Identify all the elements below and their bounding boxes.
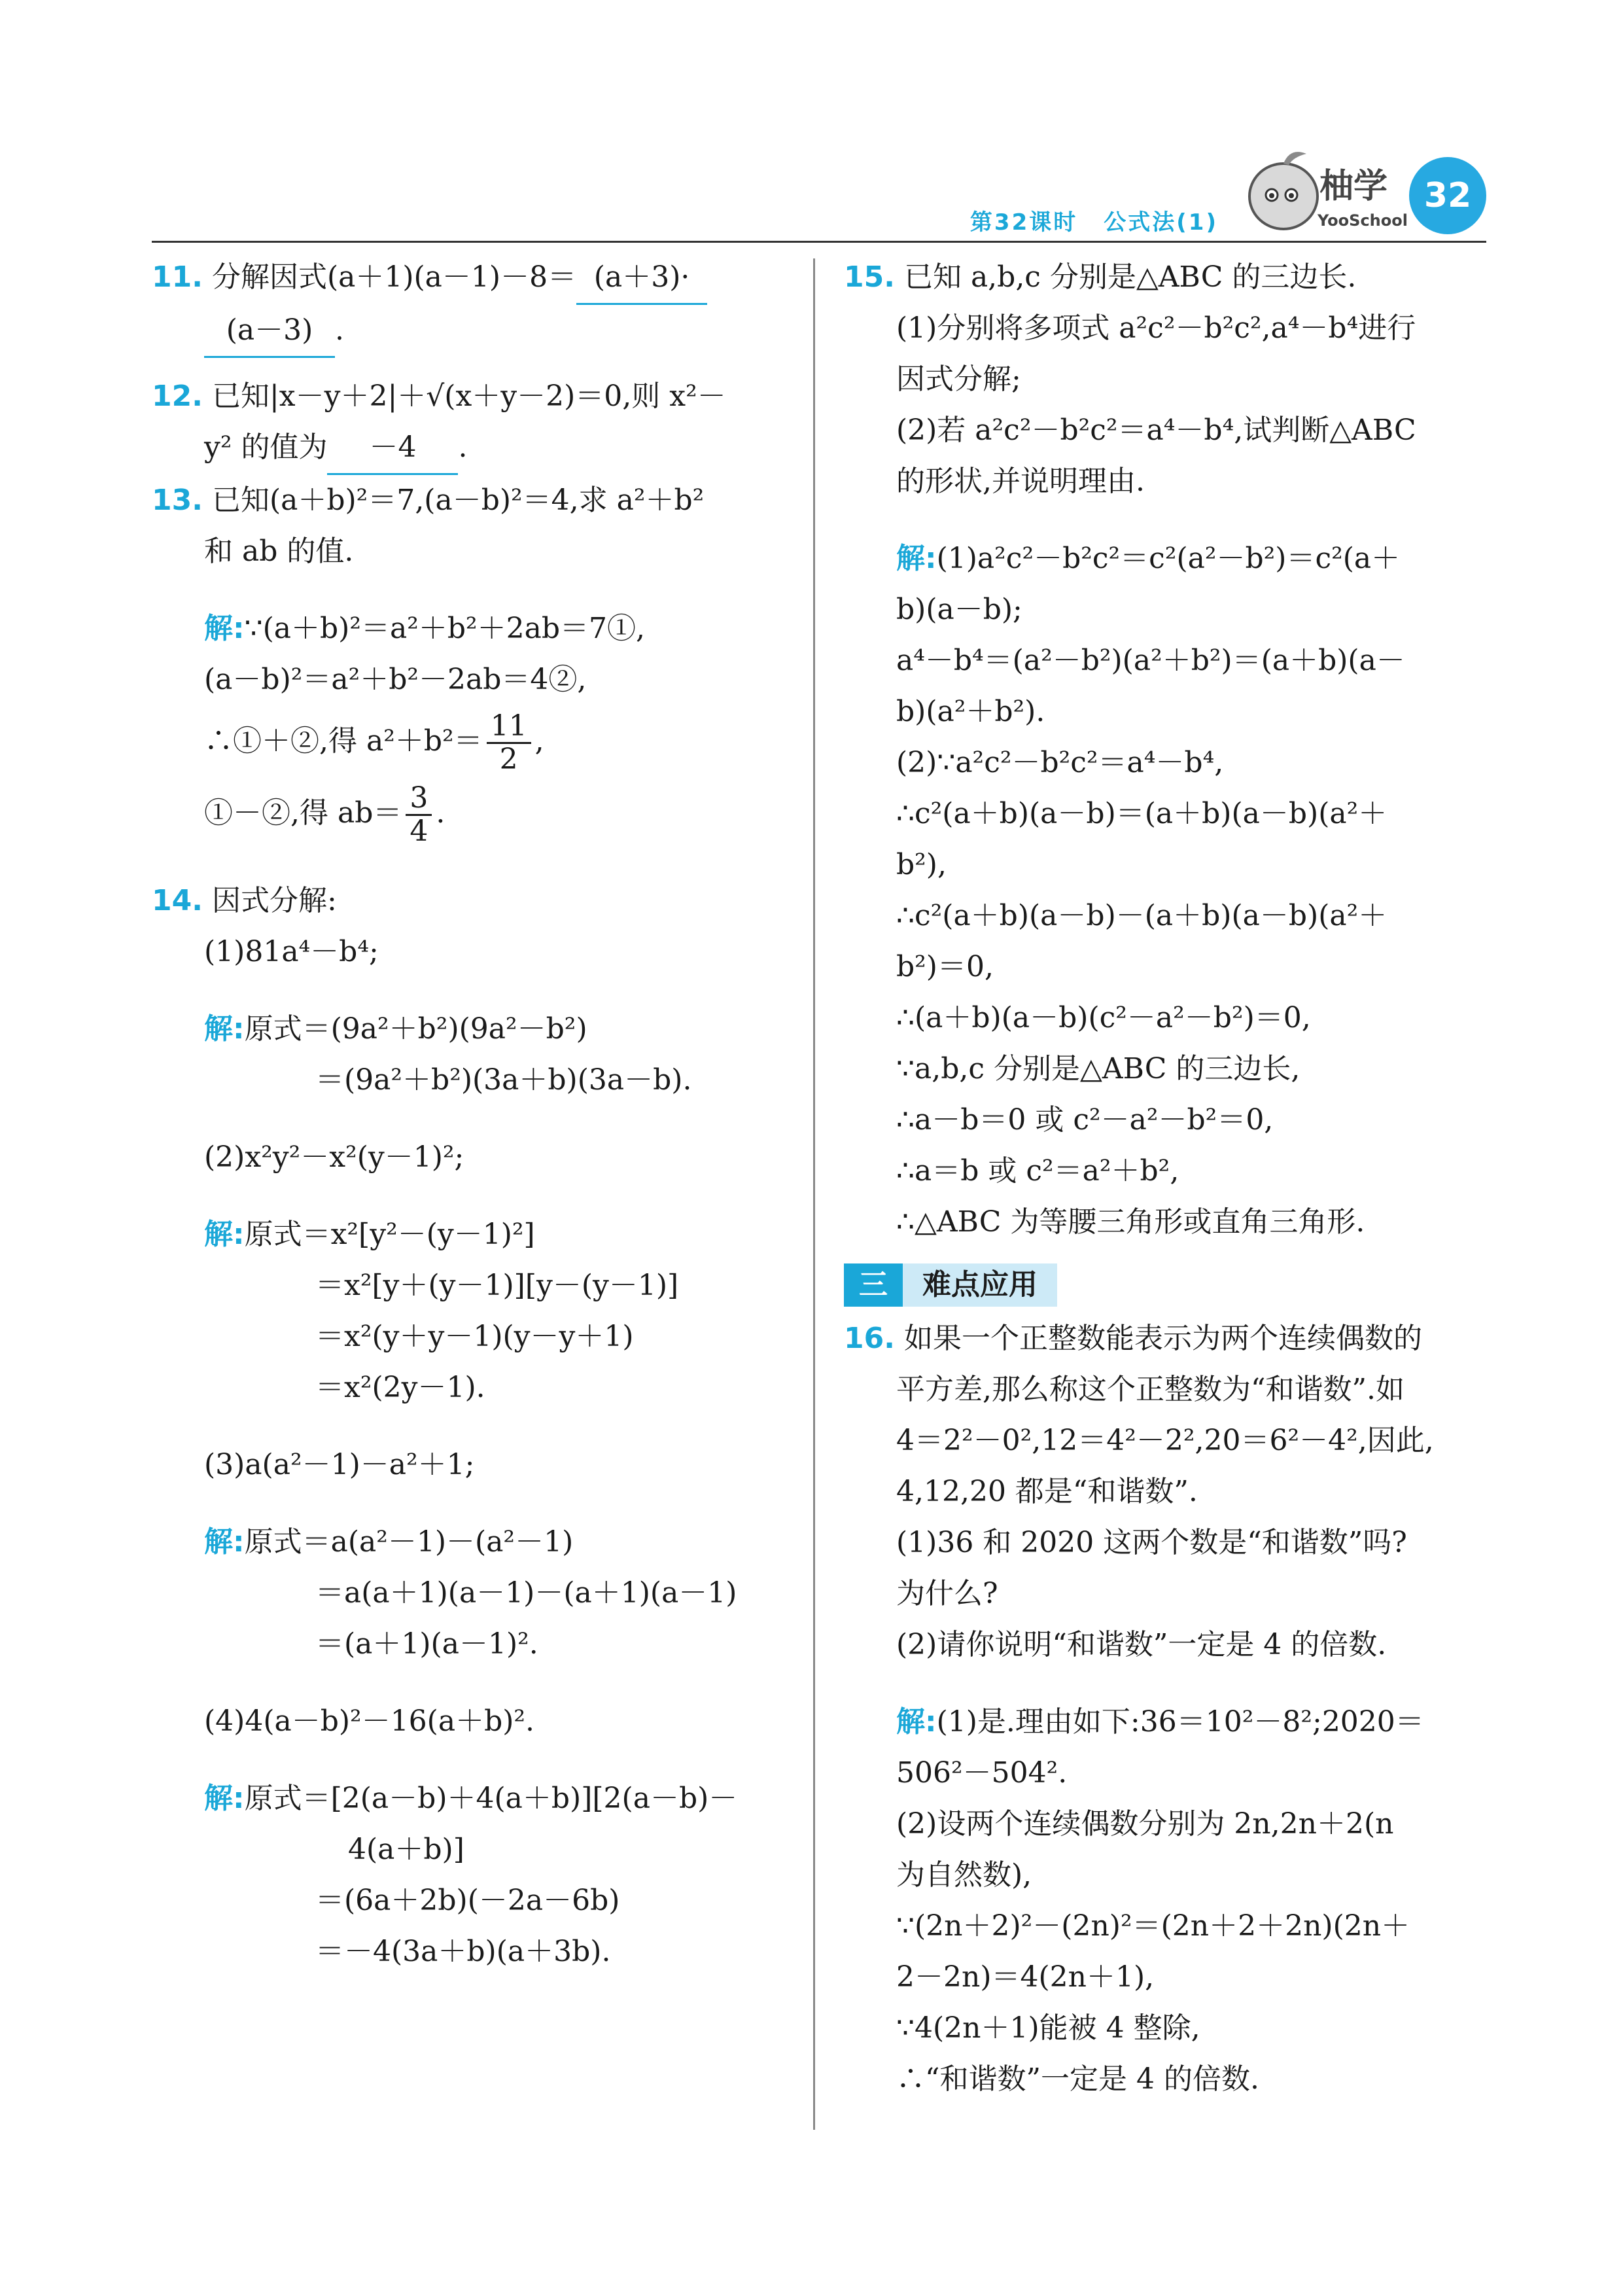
solution-label: 解: xyxy=(204,1525,245,1559)
svg-text:YooSchool: YooSchool xyxy=(1318,211,1408,230)
section-title: 难点应用 xyxy=(903,1263,1057,1307)
question-11: 11. 分解因式(a＋1)(a－1)－8＝ (a＋3)· (a－3) . xyxy=(152,252,780,358)
fraction: $\frac{11}{2}$ xyxy=(487,711,531,775)
question-13: 13. 已知(a＋b)²＝7,(a－b)²＝4,求 a²＋b² 和 ab 的值. 解:∵(a＋b)²＝a²＋b²＋2ab＝7①, (a－b)²＝a²＋b²－2ab＝4②, ∴①＋②,得 a²＋b²＝ $\frac{11}{2}$ , ①－②,得 ab＝ $\frac{3}{4}$ . xyxy=(152,484,705,848)
solution-label: 解: xyxy=(204,612,245,645)
question-16: 16. 如果一个正整数能表示为两个连续偶数的 平方差,那么称这个正整数为“和谐数”.如 4＝2²－0²,12＝4²－2²,20＝6²－4²,因此, 4,12,20 都是“和谐数”. (1)36 和 2020 这两个数是“和谐数”吗? 为什么? (2)请你说明“和谐数”一定是 4 的倍数. 解:(1)是.理由如下:36＝10²－8²;2020＝ 506²－504². (2)设两个连续偶数分别为 2n,2n＋2(n 为自然数), ∵(2n＋2)²－(2n)²＝(2n＋2＋2n)(2n＋ 2－2n)＝4(2n＋1), ∵4(2n＋1)能被 4 整除, ∴“和谐数”一定是 4 的倍数. xyxy=(844,1322,1434,2096)
answer-blank: (a＋3)· xyxy=(576,252,707,305)
solution-label: 解: xyxy=(896,1705,937,1739)
lesson-topic: 公式法(1) xyxy=(1104,209,1218,236)
solution-label: 解: xyxy=(204,1012,245,1046)
lesson-number: 第32课时 xyxy=(969,209,1078,236)
lesson-info xyxy=(970,204,1218,236)
page-header xyxy=(152,144,1486,242)
section-header xyxy=(844,1261,1492,1309)
question-12: 12. 已知|x－y＋2|＋√(x＋y－2)＝0,则 x²－ y² 的值为 －4 . xyxy=(152,371,780,475)
question-14: 14. 因式分解: (1)81a⁴－b⁴; 解:原式＝(9a²＋b²)(9a²－b²) ＝(9a²＋b²)(3a＋b)(3a－b). (2)x²y²－x²(y－1)²; 解:原式＝x²[y²－(y－1)²] ＝x²[y＋(y－1)][y－(y－1)] ＝x²(y＋y－1)(y－y＋1) ＝x²(2y－1). (3)a(a²－1)－a²＋1; 解:原式＝a(a²－1)－(a²－1) ＝a(a＋1)(a－1)－(a＋1)(a－1) ＝(a＋1)(a－1)². (4)4(a－b)²－16(a＋b)². 解:原式＝[2(a－b)＋4(a＋b)][2(a－b)－ 4(a＋b)] ＝(6a＋2b)(－2a－6b) ＝－4(3a＋b)(a＋3b). xyxy=(152,884,738,1968)
svg-text:柚学: 柚学 xyxy=(1319,167,1388,206)
right-column xyxy=(844,252,1492,2105)
solution-label: 解: xyxy=(896,542,937,575)
column-divider xyxy=(813,258,815,2130)
header-rule xyxy=(152,241,1486,243)
solution-label: 解: xyxy=(204,1218,245,1251)
left-column xyxy=(152,252,780,1977)
answer-blank: (a－3) xyxy=(204,305,335,358)
answer-blank: －4 xyxy=(327,422,458,475)
solution-label: 解: xyxy=(204,1782,245,1815)
section-number: 三 xyxy=(844,1263,903,1307)
fraction: $\frac{3}{4}$ xyxy=(406,783,432,847)
question-15: 15. 已知 a,b,c 分别是△ABC 的三边长. (1)分别将多项式 a²c²－b²c²,a⁴－b⁴进行 因式分解; (2)若 a²c²－b²c²＝a⁴－b⁴,试判断△ABC 的形状,并说明理由. 解:(1)a²c²－b²c²＝c²(a²－b²)＝c²(a＋ b)(a－b); a⁴－b⁴＝(a²－b²)(a²＋b²)＝(a＋b)(a－ b)(a²＋b²). (2)∵a²c²－b²c²＝a⁴－b⁴, ∴c²(a＋b)(a－b)＝(a＋b)(a－b)(a²＋ b²), ∴c²(a＋b)(a－b)－(a＋b)(a－b)(a²＋ b²)＝0, ∴(a＋b)(a－b)(c²－a²－b²)＝0, ∵a,b,c 分别是△ABC 的三边长, ∴a－b＝0 或 c²－a²－b²＝0, ∴a＝b 或 c²＝a²＋b², ∴△ABC 为等腰三角形或直角三角形. xyxy=(844,260,1416,1239)
page-number-badge: 32 xyxy=(1409,157,1486,234)
yooschool-logo xyxy=(1244,144,1408,236)
